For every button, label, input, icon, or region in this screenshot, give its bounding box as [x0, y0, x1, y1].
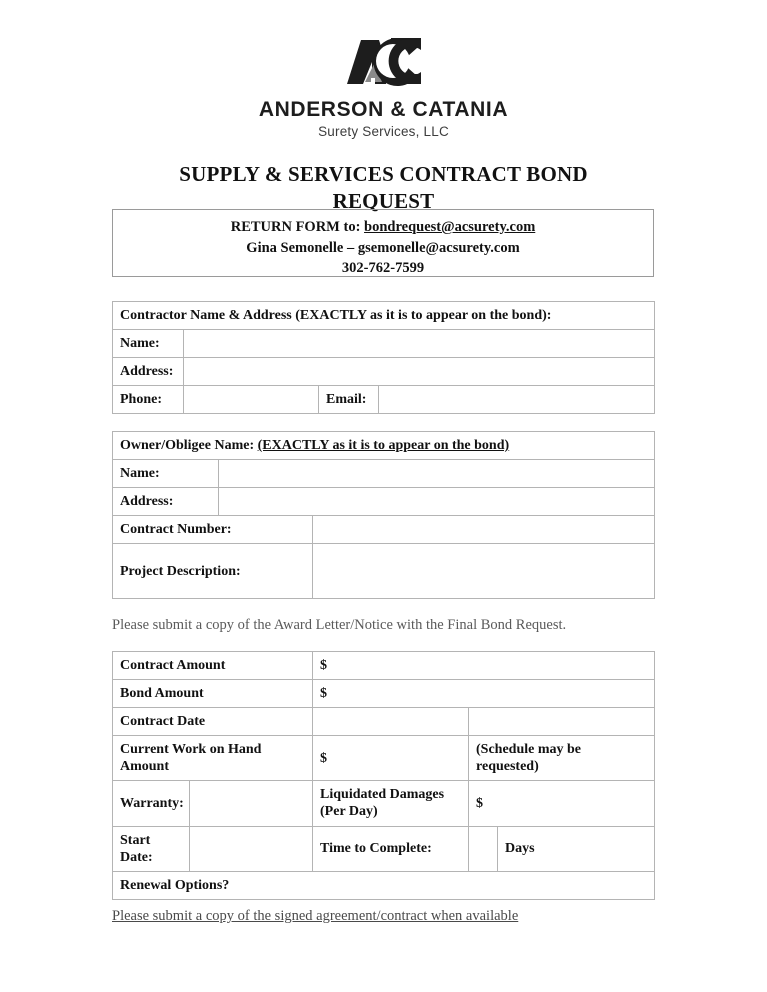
- time-to-complete-input[interactable]: [469, 826, 498, 871]
- current-work-input[interactable]: [313, 736, 469, 781]
- bond-amount-input[interactable]: [313, 680, 655, 708]
- time-to-complete-label: Time to Complete:: [313, 826, 469, 871]
- table-row-project-description: [113, 544, 655, 599]
- liquidated-damages-label: Liquidated Damages (Per Day): [313, 781, 469, 826]
- return-form-line-2: Gina Semonelle – gsemonelle@acsurety.com: [246, 239, 520, 256]
- contractor-table: [112, 301, 655, 414]
- owner-name-label: Name:: [113, 460, 219, 488]
- warranty-input[interactable]: [190, 781, 313, 826]
- owner-name-input[interactable]: [219, 460, 655, 488]
- start-date-label: Start Date:: [113, 826, 190, 871]
- signed-agreement-note: Please submit a copy of the signed agreement/contract when available: [112, 908, 519, 924]
- owner-section-header: [113, 432, 655, 460]
- page-title: [134, 161, 634, 215]
- contractor-phone-input[interactable]: [184, 386, 319, 414]
- table-row-renewal-options: [113, 871, 655, 899]
- table-row-contractor-phone-email: [113, 386, 655, 414]
- contract-amount-input[interactable]: [313, 652, 655, 680]
- contract-date-label: Contract Date: [113, 708, 313, 736]
- contractor-name-input[interactable]: [184, 330, 655, 358]
- company-name: ANDERSON & CATANIA: [258, 98, 509, 121]
- bond-amount-label: Bond Amount: [113, 680, 313, 708]
- table-row-current-work-on-hand: [113, 736, 655, 781]
- contract-amount-currency: $: [320, 658, 328, 673]
- return-form-line-1: [113, 217, 653, 238]
- contract-date-extra-cell[interactable]: [469, 708, 655, 736]
- contract-amount-label: Contract Amount: [113, 652, 313, 680]
- owner-address-input[interactable]: [219, 488, 655, 516]
- company-tagline: Surety Services, LLC: [318, 124, 449, 139]
- contract-date-input[interactable]: [313, 708, 469, 736]
- contractor-address-input[interactable]: [184, 358, 655, 386]
- contractor-address-label: Address:: [113, 358, 184, 386]
- contractor-phone-label: Phone:: [113, 386, 184, 414]
- contract-number-input[interactable]: [313, 516, 655, 544]
- bond-amount-currency: $: [320, 686, 328, 702]
- table-row-contractor-name: [113, 330, 655, 358]
- amounts-table: [112, 651, 655, 900]
- return-form-phone: 302-762-7599: [341, 260, 425, 277]
- table-row-owner-address: [113, 488, 655, 516]
- table-row-contractor-address: [113, 358, 655, 386]
- table-row-contract-amount: [113, 652, 655, 680]
- page-title-line1: SUPPLY & SERVICES CONTRACT BOND: [179, 162, 588, 186]
- owner-header-prefix: Owner/Obligee Name:: [120, 438, 258, 453]
- renewal-options-label[interactable]: Renewal Options?: [113, 871, 655, 899]
- table-row-owner-name: [113, 460, 655, 488]
- contract-number-label: Contract Number:: [113, 516, 313, 544]
- owner-header-emphasis: (EXACTLY as it is to appear on the bond): [257, 438, 510, 453]
- return-form-prefix: RETURN FORM to:: [230, 219, 365, 235]
- contractor-section-header: Contractor Name & Address (EXACTLY as it is to appear on the bond):: [113, 302, 655, 330]
- letterhead: [0, 0, 767, 139]
- liquidated-damages-currency: $: [476, 795, 484, 811]
- current-work-label: Current Work on Hand Amount: [113, 736, 313, 781]
- contractor-name-label: Name:: [113, 330, 184, 358]
- owner-address-label: Address:: [113, 488, 219, 516]
- days-label: Days: [498, 826, 655, 871]
- start-date-input[interactable]: [190, 826, 313, 871]
- award-letter-note: Please submit a copy of the Award Letter/Notice with the Final Bond Request.: [112, 617, 567, 633]
- current-work-currency: $: [320, 750, 328, 766]
- table-row-warranty: [113, 781, 655, 826]
- table-row-contract-date: [113, 708, 655, 736]
- table-row-bond-amount: [113, 680, 655, 708]
- liquidated-damages-input[interactable]: [469, 781, 655, 826]
- warranty-label: Warranty:: [113, 781, 190, 826]
- table-row-contract-number: [113, 516, 655, 544]
- owner-obligee-table: [112, 431, 655, 599]
- project-description-input[interactable]: [313, 544, 655, 599]
- return-form-box: [112, 209, 654, 277]
- page-title-line2: REQUEST: [332, 188, 435, 213]
- project-description-label: Project Description:: [113, 544, 313, 599]
- table-row-start-date: [113, 826, 655, 871]
- current-work-schedule-note: (Schedule may be requested): [469, 736, 655, 781]
- table-row-owner-header: [113, 432, 655, 460]
- table-row-contractor-header: [113, 302, 655, 330]
- contractor-email-label: Email:: [319, 386, 379, 414]
- contractor-email-input[interactable]: [379, 386, 655, 414]
- ac-monogram-logo-icon: [345, 32, 423, 90]
- bond-request-email-link[interactable]: bondrequest@acsurety.com: [364, 219, 536, 235]
